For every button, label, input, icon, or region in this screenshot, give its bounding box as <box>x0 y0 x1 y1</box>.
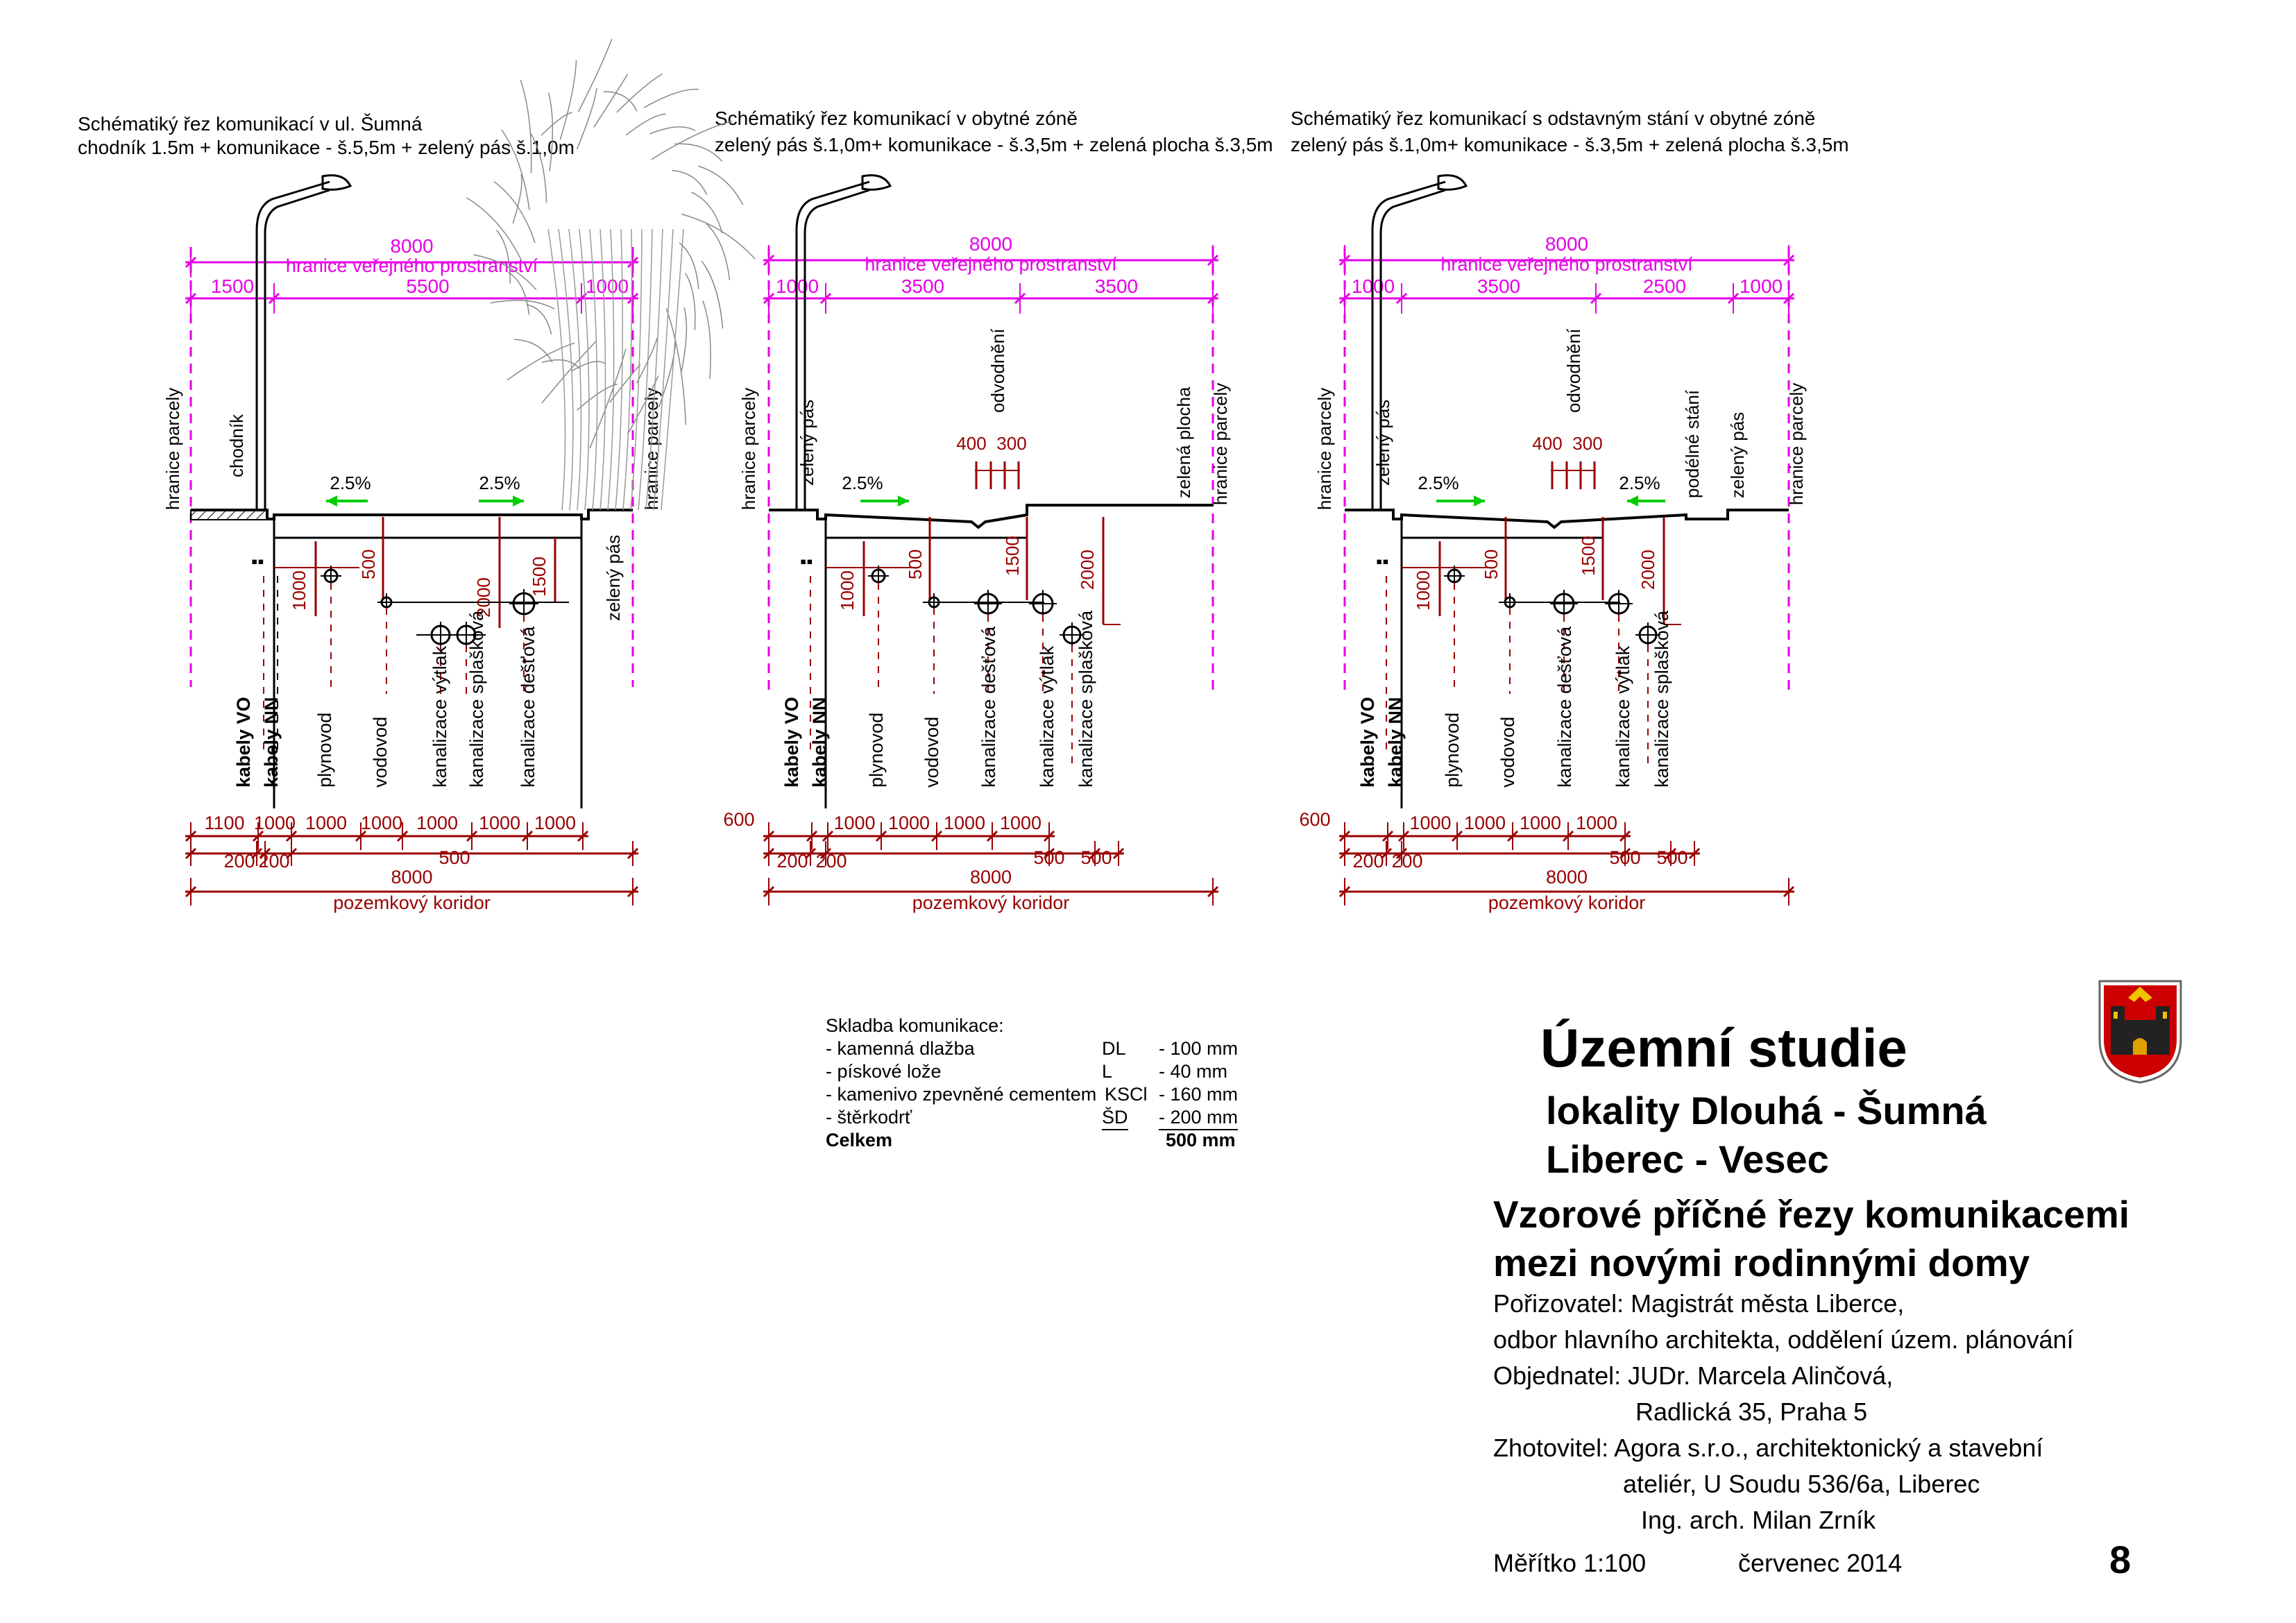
zhotovitel-line-2: ateliér, U Soudu 536/6a, Liberec <box>1623 1470 1980 1498</box>
drain-dim: 300 <box>996 433 1027 454</box>
tree-stroke <box>590 229 597 510</box>
depth-label: 1000 <box>1413 570 1434 611</box>
tree-stroke <box>594 74 628 127</box>
porizovatel-line-2: odbor hlavního architekta, oddělení územ. plánování <box>1493 1325 2074 1354</box>
utility-label: kanalizace dešťová <box>518 626 538 788</box>
dimension-label: 500 <box>1080 847 1112 868</box>
skladba-total-label: Celkem <box>826 1130 893 1150</box>
depth-label: 1000 <box>837 570 858 611</box>
cable-symbol: ▪▪ <box>800 551 813 572</box>
subtitle-city: Liberec - Vesec <box>1546 1137 1829 1181</box>
tree-stroke <box>579 229 589 510</box>
vertical-label: zelený pás <box>797 399 817 486</box>
tree-stroke <box>577 88 597 149</box>
section-title: Schématiký řez komunikací v obytné zóně <box>715 108 1078 129</box>
utility-label: kabely VO <box>1357 697 1378 788</box>
slope-label: 2.5% <box>330 473 371 493</box>
dimension-label: 3500 <box>1094 275 1139 297</box>
tree-stroke <box>513 175 522 224</box>
road-surface <box>769 505 1213 527</box>
vertical-label: zelený pás <box>1727 411 1748 498</box>
corridor-label: pozemkový koridor <box>912 892 1070 913</box>
dimension-label: 1100 <box>204 813 245 833</box>
utility-label: kanalizace splašková <box>1075 610 1096 788</box>
vertical-label: podélné stání <box>1682 389 1703 498</box>
public-space-label: hranice veřejného prostranství <box>1440 254 1693 275</box>
dimension-label: 1000 <box>1409 813 1452 833</box>
dimension-label: 3500 <box>901 275 945 297</box>
vertical-label: hranice parcely <box>641 387 662 510</box>
utility-label: vodovod <box>921 716 942 788</box>
utility-label: kanalizace splašková <box>1651 610 1672 788</box>
utility-label: kanalizace výtlak <box>1613 645 1633 788</box>
vertical-label: hranice parcely <box>1786 382 1807 505</box>
dimension-label: 8000 <box>969 233 1013 255</box>
skladba-value: - 200 mm <box>1159 1106 1238 1130</box>
tree-stroke <box>490 300 554 309</box>
tree-stroke <box>509 272 529 314</box>
tree-stroke <box>701 261 722 328</box>
dimension-label: 1000 <box>305 813 348 833</box>
dimension-label: 1000 <box>253 813 296 833</box>
section-subtitle: zelený pás š.1,0m+ komunikace - š.3,5m + zelená plocha š.3,5m <box>1291 134 1849 155</box>
dimension-label: 1000 <box>943 813 986 833</box>
skladba-total-value: 500 mm <box>1166 1130 1236 1150</box>
objednatel-line-1: Objednatel: JUDr. Marcela Alinčová, <box>1493 1361 1894 1390</box>
slope-label: 2.5% <box>479 473 520 493</box>
depth-label: 500 <box>1481 549 1502 579</box>
utility-label: kabely NN <box>1385 697 1406 788</box>
dimension-label: 1000 <box>534 813 577 833</box>
dimension-label: 500 <box>1609 847 1641 868</box>
tree-stroke <box>672 171 707 195</box>
utility-label: vodovod <box>370 716 391 788</box>
vertical-label: odvodnění <box>987 328 1008 413</box>
section-subtitle: chodník 1.5m + komunikace - š.5,5m + zelený pás š.1,0m <box>78 137 575 158</box>
dimension-label: 200 <box>1352 851 1384 872</box>
dimension-label: 8000 <box>391 867 433 887</box>
utility-label: kabely NN <box>261 697 282 788</box>
slope-arrowhead <box>1474 495 1485 507</box>
tree-stroke <box>514 339 552 362</box>
depth-label: 2000 <box>1638 550 1658 590</box>
depth-label: 1500 <box>1578 536 1599 576</box>
street-lamp <box>265 190 330 510</box>
vertical-label: hranice parcely <box>738 387 759 510</box>
tree-stroke <box>681 307 686 371</box>
vertical-label: hranice parcely <box>1314 387 1335 510</box>
tree-sketch <box>466 39 755 510</box>
slope-label: 2.5% <box>842 473 883 493</box>
vertical-label: odvodnění <box>1563 328 1584 413</box>
depth-label: 500 <box>358 549 379 579</box>
skladba-name: - kamenná dlažba <box>826 1038 975 1059</box>
skladba-code: ŠD <box>1102 1106 1128 1130</box>
skladba-name: - pískové lože <box>826 1061 942 1082</box>
dimension-label: 600 <box>1299 809 1331 830</box>
cable-symbol: ▪▪ <box>251 551 264 572</box>
tree-stroke <box>604 92 637 111</box>
skladba-code: KSCl <box>1105 1084 1148 1105</box>
dimension-label: 1000 <box>416 813 459 833</box>
dimension-label: 8000 <box>1545 867 1588 887</box>
utility-label: kabely NN <box>809 697 830 788</box>
vertical-label: chodník <box>226 414 247 477</box>
utility-label: kanalizace výtlak <box>1037 645 1057 788</box>
dimension-label: 500 <box>439 847 470 868</box>
slope-label: 2.5% <box>1619 473 1660 493</box>
dimension-label: 1000 <box>775 275 819 297</box>
dimension-label: 200 <box>258 851 290 872</box>
tree-stroke <box>466 198 521 260</box>
tree-stroke <box>600 229 606 510</box>
vertical-label: zelený pás <box>603 534 624 621</box>
dimension-label: 1000 <box>1463 813 1506 833</box>
dimension-label: 3500 <box>1477 275 1521 297</box>
skladba-code: DL <box>1102 1038 1126 1059</box>
tree-stroke <box>520 80 532 173</box>
dimension-label: 1000 <box>1739 275 1783 297</box>
dimension-label: 200 <box>223 851 255 872</box>
tree-stroke <box>541 112 572 135</box>
drawing-description-1: Vzorové příčné řezy komunikacemi <box>1493 1193 2130 1236</box>
dimension-label: 1000 <box>833 813 876 833</box>
drawing-description-2: mezi novými rodinnými domy <box>1493 1241 2030 1284</box>
tree-stroke <box>560 60 576 140</box>
tree-stroke <box>644 90 699 108</box>
zhotovitel-line-3: Ing. arch. Milan Zrník <box>1641 1506 1876 1534</box>
slope-arrowhead <box>513 495 524 507</box>
utility-label: kabely VO <box>781 697 802 788</box>
section-title: Schématiký řez komunikací v ul. Šumná <box>78 113 423 135</box>
skladba-code: L <box>1102 1061 1113 1082</box>
tree-stroke <box>548 229 566 510</box>
tree-stroke <box>549 92 553 171</box>
main-title: Územní studie <box>1540 1017 1907 1078</box>
dimension-label: 200 <box>815 851 847 872</box>
dimension-label: 1000 <box>887 813 930 833</box>
section-obytna-zona <box>715 108 1273 913</box>
tree-stroke <box>608 229 614 510</box>
section-subtitle: zelený pás š.1,0m+ komunikace - š.3,5m + zelená plocha š.3,5m <box>715 134 1273 155</box>
dimension-label: 1000 <box>585 275 629 297</box>
dimension-label: 500 <box>1656 847 1688 868</box>
dimension-label: 600 <box>723 809 755 830</box>
dimension-label: 1000 <box>478 813 521 833</box>
dimension-label: 200 <box>776 851 808 872</box>
objednatel-line-2: Radlická 35, Praha 5 <box>1635 1397 1868 1426</box>
dimension-label: 1000 <box>999 813 1042 833</box>
skladba-value: - 160 mm <box>1159 1084 1239 1105</box>
depth-label: 2000 <box>1077 550 1098 590</box>
dimension-label: 500 <box>1033 847 1065 868</box>
section-title: Schématiký řez komunikací s odstavným stání v obytné zóně <box>1291 108 1816 129</box>
public-space-label: hranice veřejného prostranství <box>865 254 1117 275</box>
depth-label: 1500 <box>529 556 550 597</box>
utility-label: plynovod <box>1442 712 1463 788</box>
tree-stroke <box>626 114 665 135</box>
dimension-label: 8000 <box>1545 233 1589 255</box>
zhotovitel-line-1: Zhotovitel: Agora s.r.o., architektonický a stavební <box>1493 1434 2043 1462</box>
sidewalk <box>191 510 267 520</box>
section-odstavne-stani <box>1291 108 1849 913</box>
public-space-label: hranice veřejného prostranství <box>285 255 538 276</box>
corridor-label: pozemkový koridor <box>333 892 491 913</box>
utility-label: kanalizace dešťová <box>1554 626 1575 788</box>
tree-stroke <box>706 224 729 280</box>
drain-dim: 300 <box>1572 433 1603 454</box>
skladba-value: - 40 mm <box>1159 1061 1228 1082</box>
utility-label: kabely VO <box>233 697 254 788</box>
dimension-label: 1000 <box>360 813 403 833</box>
slope-arrowhead <box>898 495 909 507</box>
porizovatel-line-1: Pořizovatel: Magistrát města Liberce, <box>1493 1289 1905 1318</box>
tree-stroke <box>527 305 552 334</box>
tree-stroke <box>698 166 743 205</box>
tree-stroke <box>649 127 695 134</box>
skladba-name: - štěrkodrť <box>826 1107 912 1128</box>
tree-stroke <box>623 229 632 510</box>
utility-label: kanalizace výtlak <box>430 645 450 788</box>
dimension-label: 1000 <box>1351 275 1395 297</box>
scale: Měřítko 1:100 <box>1493 1549 1647 1577</box>
utility-label: kanalizace splašková <box>466 610 487 788</box>
street-lamp <box>257 182 330 510</box>
dimension-label: 2500 <box>1642 275 1687 297</box>
utility-label: vodovod <box>1497 716 1518 788</box>
depth-label: 1500 <box>1002 536 1023 576</box>
date: červenec 2014 <box>1738 1549 1903 1577</box>
skladba-heading: Skladba komunikace: <box>826 1015 1004 1036</box>
cable-symbol: ▪▪ <box>1376 551 1389 572</box>
depth-label: 1000 <box>289 570 309 611</box>
vertical-label: hranice parcely <box>1210 382 1231 505</box>
vertical-label: hranice parcely <box>162 387 183 510</box>
tree-stroke <box>579 39 612 112</box>
dimension-label: 200 <box>1391 851 1423 872</box>
tree-stroke <box>494 181 535 243</box>
depth-label: 500 <box>905 549 926 579</box>
tree-stroke <box>542 360 579 369</box>
utility-label: plynovod <box>866 712 887 788</box>
utility-label: plynovod <box>314 712 335 788</box>
dimension-label: 8000 <box>390 235 434 257</box>
tree-stroke <box>691 192 722 233</box>
drain-dim: 400 <box>1532 433 1563 454</box>
page-number: 8 <box>2109 1538 2132 1581</box>
dimension-label: 1500 <box>210 275 255 297</box>
drain-dim: 400 <box>956 433 987 454</box>
utility-label: kanalizace dešťová <box>978 626 999 788</box>
slope-arrowhead <box>326 495 337 507</box>
skladba-value: - 100 mm <box>1159 1038 1239 1059</box>
skladba-name: - kamenivo zpevněné cementem <box>826 1084 1097 1105</box>
subtitle-locality: lokality Dlouhá - Šumná <box>1546 1089 1987 1132</box>
corridor-label: pozemkový koridor <box>1488 892 1646 913</box>
vertical-label: zelený pás <box>1372 399 1393 486</box>
vertical-label: zelená plocha <box>1173 386 1194 498</box>
dimension-label: 1000 <box>1519 813 1562 833</box>
slope-arrowhead <box>1627 495 1638 507</box>
dimension-label: 5500 <box>406 275 450 297</box>
road-surface <box>1345 510 1789 527</box>
liberec-coat-of-arms-icon <box>2097 978 2184 1084</box>
tree-stroke <box>703 300 711 379</box>
dimension-label: 1000 <box>1575 813 1618 833</box>
section-sumna <box>78 113 662 913</box>
depth-label: 2000 <box>473 577 494 618</box>
slope-label: 2.5% <box>1418 473 1459 493</box>
dimension-label: 8000 <box>969 867 1012 887</box>
